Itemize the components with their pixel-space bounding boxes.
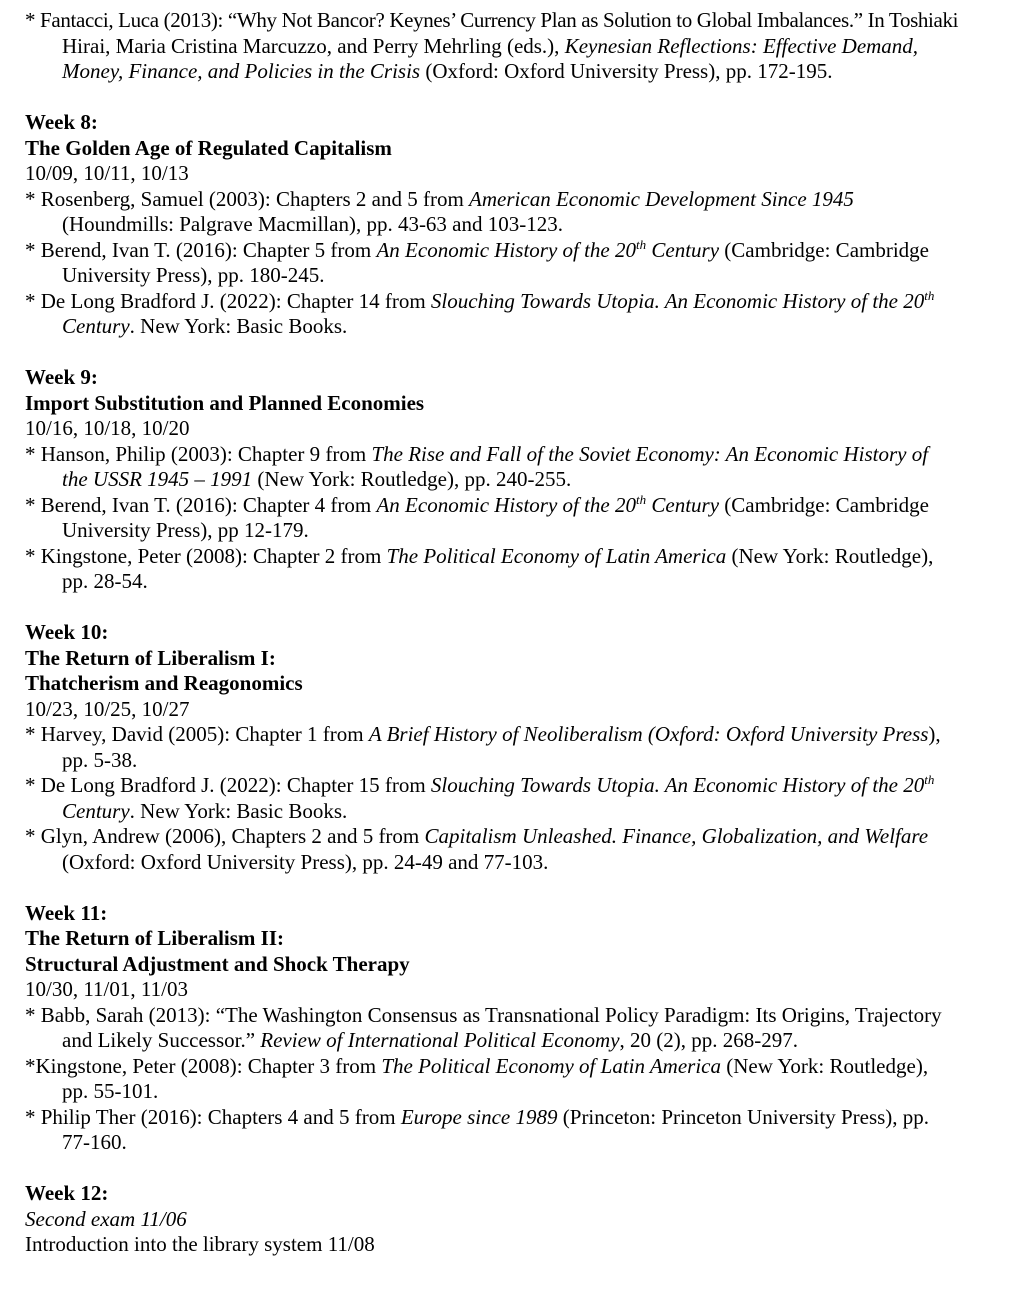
reading-line: * Fantacci, Luca (2013): “Why Not Bancor? Keynes’ Currency Plan as Solution to Global Imbalances.” In Toshiaki bbox=[25, 8, 959, 32]
reading-entry: * Glyn, Andrew (2006), Chapters 2 and 5 from Capitalism Unleashed. Finance, Globalization, and Welfare (Oxford: Oxford University Press), pp. 24-49 and 77-103. bbox=[25, 824, 929, 874]
week-title: The Return of Liberalism I: bbox=[25, 645, 276, 670]
week-label: Week 12: bbox=[25, 1181, 109, 1205]
reading-entry: * Hanson, Philip (2003): Chapter 9 from The Rise and Fall of the Soviet Economy: An Economic History of the USSR 1945 – 1991 (New York: Routledge), pp. 240-255. bbox=[25, 441, 929, 491]
week-title: The Golden Age of Regulated Capitalism bbox=[25, 135, 392, 160]
book-title: An Economic History of the 20th Century bbox=[376, 236, 720, 262]
book-title: An Economic History of the 20th Century bbox=[376, 491, 720, 517]
reading-entry: *Kingstone, Peter (2008): Chapter 3 from The Political Economy of Latin America (New York: Routledge), pp. 55-101. bbox=[25, 1053, 929, 1103]
reading-line: Money, Finance, and Policies in the Crisis (Oxford: Oxford University Press), pp. 172-195. bbox=[62, 59, 833, 83]
week-title: Import Substitution and Planned Economies bbox=[25, 390, 425, 415]
reading-entry: * De Long Bradford J. (2022): Chapter 15 from Slouching Towards Utopia. An Economic History of the 20th Century. New York: Basic Books. bbox=[25, 772, 935, 823]
week-label: Week 9: bbox=[25, 365, 98, 389]
week-dates: 10/30, 11/01, 11/03 bbox=[25, 977, 188, 1001]
book-title: A Brief History of Neoliberalism (Oxford: Oxford University Press bbox=[368, 722, 929, 746]
week-label: Week 11: bbox=[25, 900, 108, 925]
week-subtitle: Thatcherism and Reagonomics bbox=[25, 671, 303, 695]
book-title: Keynesian Reflections: Effective Demand, bbox=[564, 33, 919, 58]
reading-entry: * De Long Bradford J. (2022): Chapter 14 from Slouching Towards Utopia. An Economic History of the 20th Century. New York: Basic Books. bbox=[25, 287, 935, 338]
reading-entry: * Berend, Ivan T. (2016): Chapter 5 from An Economic History of the 20th Century (Cambridge: Cambridge University Press), pp. 180-245. bbox=[25, 236, 929, 287]
reading-entry: * Philip Ther (2016): Chapters 4 and 5 from Europe since 1989 (Princeton: Princeton University Press), pp. 77-160. bbox=[25, 1104, 930, 1154]
week-dates: 10/09, 10/11, 10/13 bbox=[25, 161, 189, 185]
book-title: The Political Economy of Latin America bbox=[386, 543, 727, 568]
book-title: American Economic Development Since 1945 bbox=[469, 186, 854, 211]
reading-entry: * Berend, Ivan T. (2016): Chapter 4 from An Economic History of the 20th Century (Cambridge: Cambridge University Press), pp 12-179. bbox=[25, 491, 929, 542]
book-title: The Rise and Fall of the Soviet Economy: An Economic History of bbox=[371, 441, 929, 466]
reading-entry: * Rosenberg, Samuel (2003): Chapters 2 and 5 from American Economic Development Since 1945 (Houndmills: Palgrave Macmillan), pp. 43-63 and 103-123. bbox=[25, 186, 854, 236]
journal-title: Review of International Political Economy bbox=[260, 1028, 620, 1052]
reading-entry: * Harvey, David (2005): Chapter 1 from A Brief History of Neoliberalism (Oxford: Oxford University Press), pp. 5-38. bbox=[25, 722, 941, 772]
reading-line: Hirai, Maria Cristina Marcuzzo, and Perry Mehrling (eds.), Keynesian Reflections: Effective Demand, bbox=[62, 33, 919, 58]
week-8-section bbox=[25, 110, 998, 340]
week-9-section bbox=[25, 365, 998, 595]
week-dates: 10/23, 10/25, 10/27 bbox=[25, 696, 190, 721]
book-title: The Political Economy of Latin America bbox=[381, 1053, 721, 1078]
week-dates: 10/16, 10/18, 10/20 bbox=[25, 416, 190, 440]
reading-entry: * Babb, Sarah (2013): “The Washington Consensus as Transnational Policy Paradigm: Its Origins, Trajectory and Likely Successor.” Review of International Political Economy, 20 (2), pp. 268-297. bbox=[25, 1002, 942, 1052]
book-title: Slouching Towards Utopia. An Economic History of the 20th bbox=[430, 287, 935, 313]
book-title: Europe since 1989 bbox=[400, 1104, 558, 1129]
exam-notice: Second exam 11/06 bbox=[25, 1206, 187, 1231]
week-11-section bbox=[25, 901, 998, 1156]
book-title: Capitalism Unleashed. Finance, Globalization, and Welfare bbox=[424, 824, 929, 848]
reading-entry: * Kingstone, Peter (2008): Chapter 2 from The Political Economy of Latin America (New York: Routledge), pp. 28-54. bbox=[25, 543, 934, 593]
book-title: Slouching Towards Utopia. An Economic History of the 20th bbox=[430, 772, 935, 797]
week-subtitle: Structural Adjustment and Shock Therapy bbox=[25, 951, 410, 976]
week-label: Week 8: bbox=[25, 110, 98, 134]
week-12-section bbox=[25, 1181, 998, 1258]
week-10-section bbox=[25, 620, 998, 875]
library-notice: Introduction into the library system 11/08 bbox=[25, 1232, 375, 1256]
week-title: The Return of Liberalism II: bbox=[25, 926, 284, 950]
week-label: Week 10: bbox=[25, 620, 109, 644]
book-title: Money, Finance, and Policies in the Crisis bbox=[62, 59, 421, 83]
reading-entry bbox=[25, 8, 998, 85]
